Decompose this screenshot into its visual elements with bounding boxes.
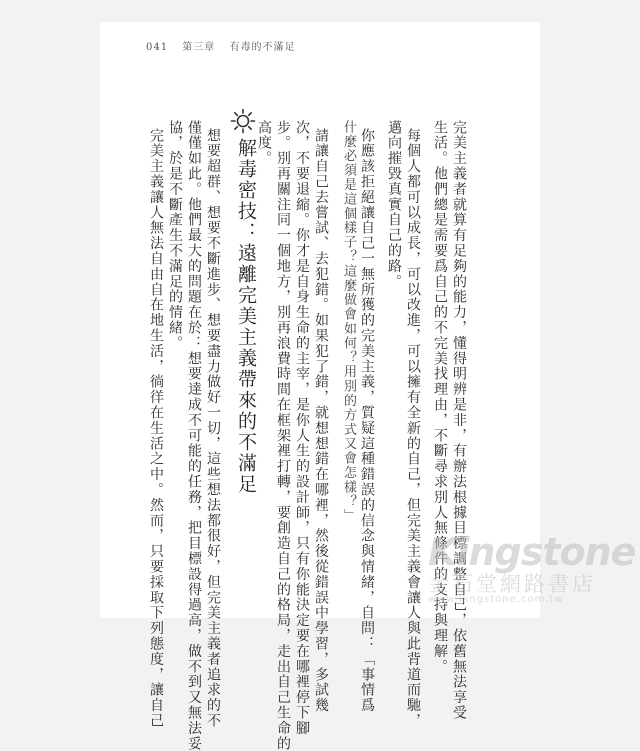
text-column: 什麼必須是這個樣子？這麼做會如何？用別的方式又會怎樣？」	[341, 120, 356, 524]
text-column: 請讓自己去嘗試、去犯錯。如果犯了錯，就想想錯在哪裡，然後從錯誤中學習，多試幾	[313, 128, 329, 714]
text-column: 每個人都可以成長，可以改進，可以擁有全新的自己，但完美主義會讓人與此背道而馳，	[405, 128, 421, 729]
text-column: 想要超群、想要不斷進步、想要盡力做好一切，這些想法都很好，但完美主義者追求的不	[205, 128, 221, 729]
text-column: 僅僅如此。他們最大的問題在於：想要達成不可能的任務，把目標設得過高，做不到又無法妥	[186, 120, 202, 751]
sun-icon	[230, 108, 256, 134]
text-column: 協，於是不斷產生不滿足的情緒。	[167, 120, 183, 351]
text-column: 你應該拒絕讓自己一無所獲的完美主義，質疑這種錯誤的信念與情緒，自問：「事情爲	[359, 128, 375, 714]
running-header	[146, 38, 305, 53]
chapter-label: 第三章	[182, 42, 216, 53]
watermark-store: 金石堂網路書店	[428, 572, 596, 596]
chapter-title: 有毒的不滿足	[229, 42, 296, 53]
text-column: 完美主義讓人無法自由自在地生活，徜徉在生活之中。然而，只要採取下列態度，讓自己	[148, 128, 164, 729]
page-number: 041	[146, 42, 169, 53]
section-heading: 解毒密技：遠離完美主義帶來的不滿足	[235, 138, 257, 495]
text-column: 邁向摧毀真實自己的路。	[386, 120, 402, 290]
text-column: 步。別再關注同一個地方，別再浪費時間在框架裡打轉，要創造自己的格局，走出自己生命的	[275, 120, 291, 751]
watermark-logo	[428, 530, 636, 605]
text-column: 高度。	[256, 120, 272, 167]
watermark-url: www.kingstone.com.tw	[428, 594, 564, 605]
watermark-brand: Kingstone	[428, 530, 636, 574]
text-column: 次，不要退縮。你才是自身生命的主宰，是你人生的設計師，只有你能決定要在哪裡停下腳	[294, 120, 310, 736]
text-column: 完美主義者就算有足夠的能力，懂得明辨是非，有辦法根據目標調整自己，依舊無法享受	[451, 120, 467, 721]
text-column: 生活。他們總是需要爲自己的不完美找理由，不斷尋求別人無條件的支持與理解。	[432, 120, 448, 675]
